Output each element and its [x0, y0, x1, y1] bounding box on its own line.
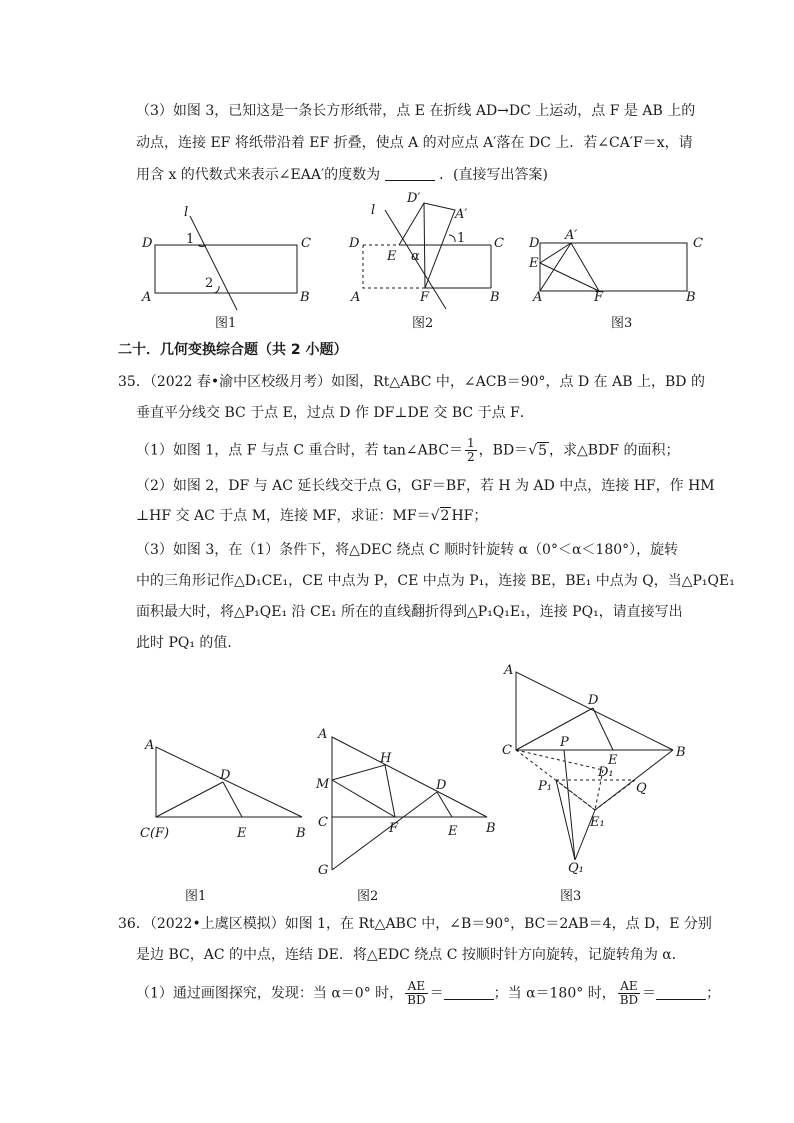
q35-intro-line2: 垂直平分线交 BC 于点 E，过点 D 作 DF⊥DE 交 BC 于点 F． — [136, 405, 534, 421]
f21-label-D: D — [220, 768, 231, 783]
f21-label-CF: C(F) — [140, 826, 170, 841]
f22-label-B: B — [486, 821, 496, 836]
f3-label-B: B — [686, 290, 696, 305]
f2-label-Ap: A′ — [455, 207, 468, 222]
fraction-ae-bd — [405, 980, 427, 1007]
q36-equals-2: ＝ — [642, 985, 657, 1002]
q34-part3-line2: 动点，连接 EF 将纸带沿着 EF 折叠，使点 A 的对应点 A′落在 DC 上．若∠CA′F＝x，请 — [136, 135, 693, 151]
q36-intro-line2: 是边 BC，AC 的中点，连结 DE．将△EDC 绕点 C 按顺时针方向旋转，记旋转角为 α． — [136, 947, 686, 963]
q35-part2-text: ⊥HF 交 AC 于点 M，连接 MF，求证：MF＝ — [136, 508, 431, 524]
f23-label-D1: D₁ — [598, 765, 614, 780]
figure-2-3-rotation — [498, 660, 698, 880]
fig2-1-caption: 图1 — [185, 889, 207, 904]
q36-part1-text: （1）通过画图探究，发现：当 α＝0° 时， — [136, 985, 404, 1002]
figure-2-fold — [345, 190, 520, 310]
fraction-half — [465, 437, 477, 464]
f3-label-Ap: A′ — [565, 228, 578, 243]
f2-angle-1: 1 — [457, 231, 466, 246]
fraction-ae-2: AE — [618, 980, 640, 994]
f22-label-C: C — [318, 815, 328, 830]
f3-label-D: D — [529, 236, 540, 251]
answer-blank[interactable] — [385, 166, 435, 181]
f2-label-E: E — [387, 249, 397, 264]
sqrt-two: 2 — [440, 508, 450, 524]
f23-label-A: A — [504, 663, 514, 678]
f1-label-B: B — [300, 290, 310, 305]
sqrt-five: 5 — [538, 442, 548, 459]
f2-label-D: D — [349, 236, 360, 251]
f2-label-B: B — [490, 290, 500, 305]
f2-label-alpha: α — [411, 249, 420, 264]
f1-angle-1: 1 — [186, 232, 195, 247]
fig1-caption: 图1 — [215, 316, 237, 331]
f1-label-C: C — [301, 236, 311, 251]
f22-label-H: H — [380, 751, 392, 766]
f21-label-B: B — [296, 826, 306, 841]
f23-label-Q: Q — [636, 781, 647, 796]
figure-1-fold — [140, 200, 311, 310]
fraction-ae: AE — [405, 980, 427, 994]
f23-label-P1: P₁ — [538, 779, 552, 794]
figure-2-2-triangle — [312, 722, 502, 882]
fig2-2-caption: 图2 — [357, 889, 379, 904]
f23-label-Q1: Q₁ — [568, 861, 584, 876]
f23-label-E1: E₁ — [590, 815, 605, 830]
f2-label-Dp: D′ — [407, 191, 421, 206]
q36-part1-text2: ；当 α＝180° 时， — [493, 985, 616, 1002]
q35-part1: （1）如图 1，点 F 与点 C 重合时，若 tan∠ABC＝ $\frac{1}{2}$ ，BD＝√5 ，求△BDF 的面积； — [136, 436, 680, 464]
f3-label-E: E — [529, 256, 539, 271]
q34-part3-line3-tail: ．(直接写出答案) — [439, 167, 548, 183]
fraction-ae-bd-2 — [618, 980, 640, 1007]
f22-label-F: F — [389, 821, 399, 836]
f23-label-P: P — [560, 735, 569, 750]
answer-blank-2[interactable] — [656, 985, 706, 1000]
f21-label-E: E — [237, 826, 247, 841]
q36-part1-tail: ； — [706, 985, 721, 1002]
fig2-caption: 图2 — [412, 316, 434, 331]
q35-part2-tail: HF； — [451, 508, 488, 524]
fraction-denominator: 2 — [467, 450, 475, 464]
figure-2-1-triangle — [140, 735, 315, 845]
f23-label-E: E — [608, 753, 618, 768]
f2-label-C: C — [494, 236, 504, 251]
f23-label-B: B — [676, 745, 686, 760]
q36-part1 — [136, 980, 720, 1007]
f22-label-D: D — [436, 778, 447, 793]
f23-label-C: C — [502, 743, 512, 758]
q35-part1-text3: ，求△BDF 的面积； — [549, 442, 680, 459]
q36-intro-line1: 36．（2022•上虞区模拟）如图 1，在 Rt△ABC 中，∠B＝90°，BC＝2AB＝4，点 D，E 分别 — [118, 916, 712, 932]
q35-part3-line1: （3）如图 3，在（1）条件下，将△DEC 绕点 C 顺时针旋转 α（0°＜α＜180°），旋转 — [136, 542, 679, 558]
f1-label-l: l — [184, 205, 189, 220]
f21-label-A: A — [145, 738, 155, 753]
f3-label-C: C — [693, 236, 703, 251]
f3-label-A: A — [533, 290, 543, 305]
q35-part2-line2: ⊥HF 交 AC 于点 M，连接 MF，求证：MF＝√2 HF； — [136, 508, 488, 524]
fraction-bd-2: BD — [619, 993, 639, 1007]
f2-label-F: F — [420, 290, 430, 305]
f1-angle-2: 2 — [205, 276, 214, 291]
f22-label-A: A — [318, 727, 328, 742]
q35-part1-text: （1）如图 1，点 F 与点 C 重合时，若 tan∠ABC＝ — [136, 442, 464, 459]
q35-part1-text2: ，BD＝ — [478, 442, 529, 459]
fraction-numerator: 1 — [467, 436, 475, 450]
q35-part3-line3: 面积最大时，将△P₁QE₁ 沿 CE₁ 所在的直线翻折得到△P₁Q₁E₁，连接 PQ₁，请直接写出 — [136, 604, 683, 620]
f22-label-E: E — [448, 824, 458, 839]
q35-part3-line4: 此时 PQ₁ 的值． — [136, 635, 242, 651]
f22-label-M: M — [316, 777, 330, 792]
f1-label-D: D — [142, 236, 153, 251]
f3-label-F: F — [594, 290, 604, 305]
q36-equals-1: ＝ — [429, 985, 444, 1002]
q34-part3-line1: （3）如图 3，已知这是一条长方形纸带，点 E 在折线 AD→DC 上运动，点 F 是 AB 上的 — [136, 103, 696, 119]
f2-label-l: l — [371, 203, 376, 218]
fig3-caption: 图3 — [611, 316, 633, 331]
q35-intro-line1: 35．（2022 春•渝中区校级月考）如图，Rt△ABC 中，∠ACB＝90°，点 D 在 AB 上，BD 的 — [118, 374, 705, 390]
f22-label-G: G — [318, 863, 329, 878]
f1-label-A: A — [142, 290, 152, 305]
q34-part3-line3 — [136, 165, 548, 185]
f23-label-D: D — [588, 693, 599, 708]
fig2-3-caption: 图3 — [560, 889, 582, 904]
q34-part3-line3-text: 用含 x 的代数式来表示∠EAA′的度数为 — [136, 167, 381, 183]
f2-label-A: A — [351, 290, 361, 305]
figure-3-fold — [525, 225, 710, 305]
fraction-bd: BD — [407, 993, 426, 1007]
q35-part2-line1: （2）如图 2，DF 与 AC 延长线交于点 G，GF＝BF，若 H 为 AD 中点，连接 HF，作 HM — [136, 478, 715, 494]
section-heading: 二十．几何变换综合题（共 2 小题） — [118, 342, 348, 358]
answer-blank-1[interactable] — [444, 985, 494, 1000]
q35-part3-line2: 中的三角形记作△D₁CE₁，CE 中点为 P，CE 中点为 P₁，连接 BE，BE₁ 中点为 Q，当△P₁QE₁ — [136, 573, 735, 589]
